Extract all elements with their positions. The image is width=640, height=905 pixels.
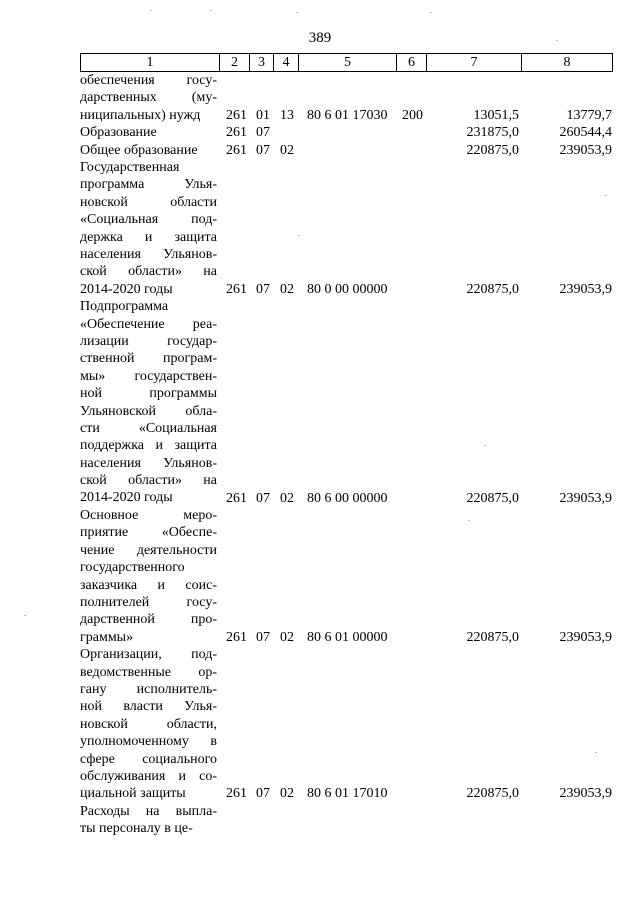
row-section-code: 261 [226, 142, 247, 158]
row-name-line: 2014-2020 годы [80, 281, 173, 297]
row-chapter-code: 07 [256, 281, 270, 297]
row-section-code: 261 [226, 125, 247, 141]
row-name-line: ведомственные ор- [80, 664, 217, 680]
row-name-line: 2014-2020 годы [80, 490, 173, 506]
row-amount-year-1: 220875,0 [466, 142, 519, 158]
page-number: 389 [308, 30, 332, 46]
row-target-article-code: 80 6 01 17010 [307, 786, 388, 802]
row-section-code: 261 [226, 490, 247, 506]
row-name-line: Основное меро- [80, 508, 217, 523]
row-chapter-code: 07 [256, 629, 270, 645]
row-name-line: Государственная [80, 160, 180, 175]
row-target-article-code: 80 6 00 00000 [307, 490, 388, 506]
row-subsection-code: 02 [280, 490, 294, 506]
row-amount-year-2: 239053,9 [559, 786, 612, 802]
row-chapter-code: 07 [256, 142, 270, 158]
row-chapter-code: 07 [256, 490, 270, 506]
row-name-line: приятие «Обеспе- [80, 525, 217, 541]
row-name-line: дарственной про- [80, 612, 217, 628]
row-amount-year-2: 13779,7 [566, 107, 612, 123]
row-name-line: ты персоналу в це- [80, 821, 193, 837]
row-amount-year-2: 239053,9 [559, 142, 612, 158]
row-subsection-code: 02 [280, 786, 294, 802]
scan-speck [556, 40, 558, 41]
row-section-code: 261 [226, 107, 247, 123]
row-name-line: сти «Социальная [80, 420, 217, 436]
row-target-article-code: 80 6 01 00000 [307, 629, 388, 645]
row-amount-year-2: 239053,9 [559, 629, 612, 645]
column-header-1: 1 [81, 54, 220, 72]
row-section-code: 261 [226, 629, 247, 645]
row-amount-year-2: 260544,4 [559, 125, 612, 141]
row-subsection-code: 13 [280, 107, 294, 123]
row-name-line: «Обеспечение реа- [80, 316, 217, 332]
row-name-line: новской области, [80, 716, 217, 732]
row-name-line: мы» государствен- [80, 368, 217, 384]
row-amount-year-1: 13051,5 [473, 107, 519, 123]
row-name-line: Ульяновской обла- [80, 403, 217, 419]
row-name-line: Общее образование [80, 142, 198, 158]
row-name-line: ниципальных) нужд [80, 107, 201, 123]
row-name-line: сфере социального [80, 751, 217, 767]
row-name-line: поддержка и защита [80, 438, 217, 454]
row-chapter-code: 07 [256, 786, 270, 802]
row-name [80, 803, 217, 838]
row-name-line: населения Ульянов- [80, 455, 217, 471]
row-name-line: уполномоченному в [80, 734, 217, 750]
row-subsection-code: 02 [280, 142, 294, 158]
row-name [80, 142, 217, 159]
row-name-line: Образование [80, 125, 157, 141]
row-name-line: ной программы [80, 386, 217, 402]
column-header-4: 4 [274, 54, 299, 72]
row-target-article-code: 80 0 00 00000 [307, 281, 388, 297]
row-subsection-code: 02 [280, 281, 294, 297]
row-name-line: обеспечения госу- [80, 73, 217, 88]
scan-speck [298, 235, 300, 236]
column-header-5: 5 [299, 54, 397, 72]
row-amount-year-1: 220875,0 [466, 629, 519, 645]
row-name-line: ской области» на [80, 264, 217, 280]
scan-speck [468, 520, 470, 521]
column-header-6: 6 [397, 54, 427, 72]
column-header-3: 3 [250, 54, 274, 72]
row-name-line: ной власти Улья- [80, 699, 217, 715]
column-header-row [81, 54, 613, 72]
scan-speck [210, 10, 212, 11]
row-name-line: циальной защиты [80, 786, 186, 802]
row-name-line: держка и защита [80, 229, 217, 245]
row-target-article-code: 80 6 01 17030 [307, 107, 388, 123]
scan-speck [296, 12, 298, 13]
row-amount-year-2: 239053,9 [559, 281, 612, 297]
row-name [80, 646, 217, 803]
scan-speck [484, 445, 486, 446]
column-header-table [80, 53, 613, 72]
row-name [80, 124, 217, 141]
column-header-2: 2 [220, 54, 250, 72]
row-name-line: «Социальная под- [80, 212, 217, 228]
row-name-line: Организации, под- [80, 647, 217, 663]
row-name [80, 159, 217, 298]
row-amount-year-1: 220875,0 [466, 281, 519, 297]
row-amount-year-1: 220875,0 [466, 490, 519, 506]
row-name [80, 298, 217, 507]
row-name-line: населения Ульянов- [80, 246, 217, 262]
row-name-line: лизации госудаp- [80, 333, 217, 349]
row-name-line: Подпрограмма [80, 299, 169, 315]
row-name-line: обслуживания и со- [80, 768, 217, 784]
row-name [80, 72, 217, 124]
scan-speck [605, 195, 607, 196]
row-name-line: заказчика и соис- [80, 577, 217, 593]
column-header-7: 7 [427, 54, 522, 72]
row-name-line: государственного [80, 560, 185, 576]
row-name-line: граммы» [80, 629, 134, 645]
row-name-line: ственной програм- [80, 351, 217, 367]
row-name-line: дарственных (му- [80, 90, 217, 106]
row-name-line: гану исполнитель- [80, 681, 217, 697]
column-header-8: 8 [522, 54, 613, 72]
scan-speck [24, 615, 26, 616]
row-name [80, 507, 217, 646]
row-name-line: ской области» на [80, 473, 217, 489]
row-expense-type-code: 200 [402, 107, 423, 123]
row-name-line: чение деятельности [80, 542, 217, 558]
scan-speck [150, 10, 152, 11]
row-name-line: новской области [80, 194, 217, 210]
row-name-line: Расходы на выпла- [80, 803, 217, 819]
row-chapter-code: 07 [256, 125, 270, 141]
row-subsection-code: 02 [280, 629, 294, 645]
row-amount-year-1: 231875,0 [466, 125, 519, 141]
row-chapter-code: 01 [256, 107, 270, 123]
scan-speck [595, 752, 597, 753]
scan-speck [430, 12, 432, 13]
row-amount-year-2: 239053,9 [559, 490, 612, 506]
row-section-code: 261 [226, 281, 247, 297]
row-amount-year-1: 220875,0 [466, 786, 519, 802]
row-section-code: 261 [226, 786, 247, 802]
row-name-line: программа Улья- [80, 177, 217, 193]
row-name-line: полнителей госу- [80, 594, 217, 610]
